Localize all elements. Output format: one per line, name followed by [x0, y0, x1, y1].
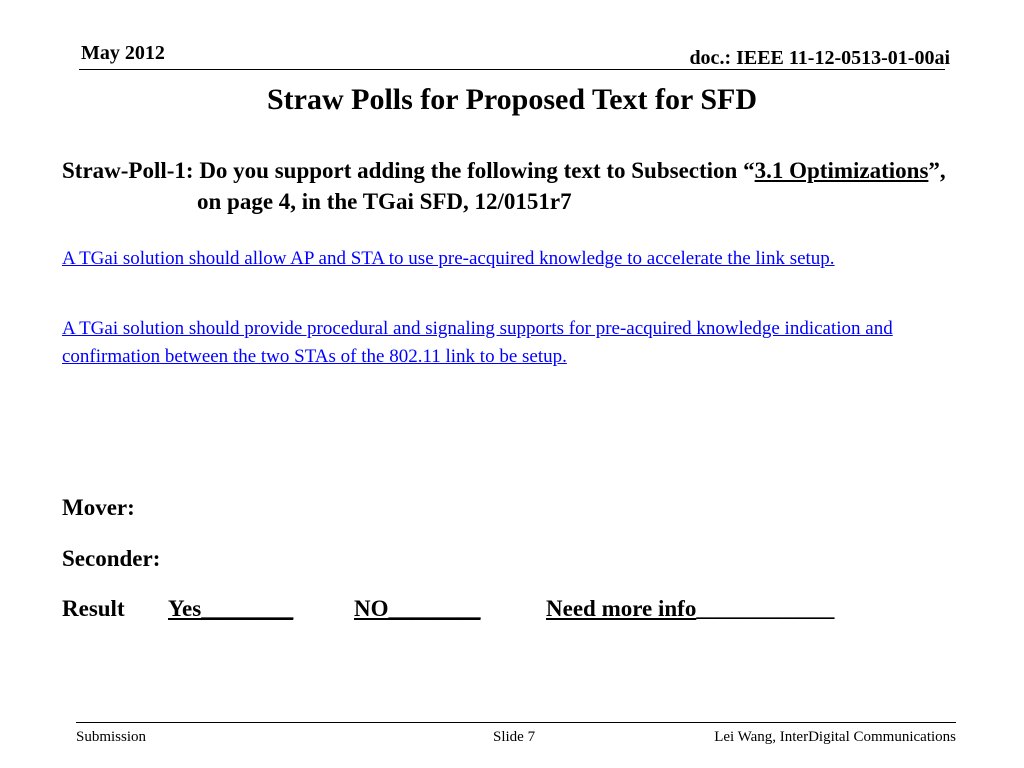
footer-divider	[76, 722, 956, 723]
need-more-info-blank: ____________	[696, 596, 835, 621]
mover-label: Mover:	[62, 495, 135, 520]
header-date: May 2012	[81, 42, 165, 64]
slide-title: Straw Polls for Proposed Text for SFD	[266, 83, 757, 116]
footer-author: Lei Wang, InterDigital Communications	[714, 729, 956, 745]
proposed-text-1: A TGai solution should allow AP and STA to use pre-acquired knowledge to accelerate the link setup.	[62, 248, 835, 269]
seconder-label: Seconder:	[62, 546, 161, 571]
question-prefix: Straw-Poll-1: Do you support adding the following text to Subsection “	[62, 158, 755, 183]
header-doc-id: doc.: IEEE 11-12-0513-01-00ai	[689, 47, 950, 69]
footer-slide-number: Slide 7	[493, 729, 536, 745]
proposed-text-2: A TGai solution should provide procedural and signaling supports for pre-acquired knowledge indication and confirmation between the two STAs of the 802.11 link to be setup.	[62, 318, 893, 367]
need-more-info-label: Need more info	[546, 596, 697, 621]
header-divider	[79, 69, 945, 70]
straw-poll-question	[62, 155, 962, 217]
result-need-more-info	[546, 594, 834, 624]
footer-submission: Submission	[76, 729, 147, 745]
result-yes: Yes________	[168, 596, 294, 621]
question-suffix: ”, on page 4, in the TGai SFD, 12/0151r7	[197, 158, 946, 214]
section-reference: 3.1 Optimizations	[754, 158, 929, 183]
result-label: Result	[62, 596, 125, 621]
result-no: NO________	[354, 596, 481, 621]
